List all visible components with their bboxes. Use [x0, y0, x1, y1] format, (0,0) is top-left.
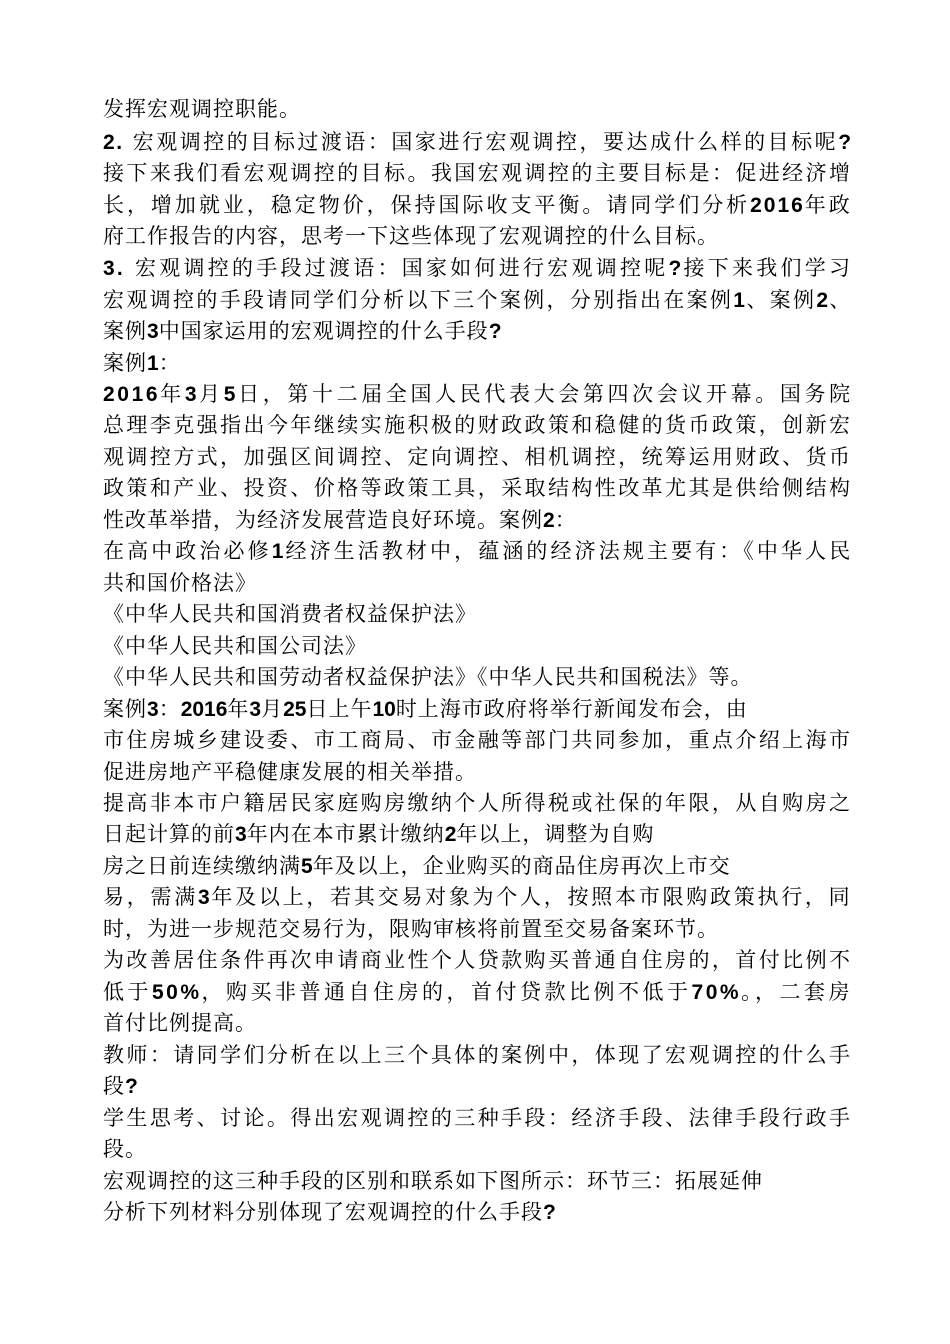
text-line: 易，需满3年及以上，若其交易对象为个人，按照本市限购政策执行，同 [103, 885, 853, 909]
text-line: 分析下列材料分别体现了宏观调控的什么手段? [103, 1200, 556, 1224]
text-line: 《中华人民共和国公司法》 [103, 634, 367, 658]
text-line: 政策和产业、投资、价格等政策工具，采取结构性改革尤其是供给侧结构 [103, 476, 853, 500]
text-line: 长，增加就业，稳定物价，保持国际收支平衡。请同学们分析2016年政 [103, 193, 853, 217]
text-line: 接下来我们看宏观调控的目标。我国宏观调控的主要目标是：促进经济增 [103, 161, 853, 185]
text-line: 案例3中国家运用的宏观调控的什么手段? [103, 319, 502, 343]
text-line: 总理李克强指出今年继续实施积极的财政政策和稳健的货币政策，创新宏 [103, 413, 853, 437]
text-line: 共和国价格法》 [103, 571, 257, 595]
text-line: 提高非本市户籍居民家庭购房缴纳个人所得税或社保的年限，从自购房之 [103, 791, 853, 815]
text-line: 日起计算的前3年内在本市累计缴纳2年以上，调整为自购 [103, 822, 655, 846]
text-line: 教师：请同学们分析在以上三个具体的案例中，体现了宏观调控的什么手 [103, 1043, 853, 1067]
text-line: 性改革举措，为经济发展营造良好环境。案例2： [103, 508, 577, 532]
text-line: 《中华人民共和国劳动者权益保护法》《中华人民共和国税法》等。 [103, 665, 753, 689]
text-line: 房之日前连续缴纳满5年及以上，企业购买的商品住房再次上市交 [103, 854, 731, 878]
text-line: 为改善居住条件再次申请商业性个人贷款购买普通自住房的，首付比例不 [103, 948, 853, 972]
text-line: 2016年3月5日，第十二届全国人民代表大会第四次会议开幕。国务院 [103, 382, 854, 406]
text-line: 观调控方式，加强区间调控、定向调控、相机调控，统筹运用财政、货币 [103, 445, 853, 469]
text-line: 府工作报告的内容，思考一下这些体现了宏观调控的什么目标。 [103, 224, 719, 248]
text-line: 段? [103, 1074, 138, 1098]
text-line: 宏观调控的手段请同学们分析以下三个案例，分别指出在案例1、案例2、 [103, 288, 853, 312]
text-line: 时，为进一步规范交易行为，限购审核将前置至交易备案环节。 [103, 917, 719, 941]
text-line: 低于50%，购买非普通自住房的，首付贷款比例不低于70%。，二套房 [103, 980, 854, 1004]
text-line: 首付比例提高。 [103, 1011, 257, 1035]
text-line: 学生思考、讨论。得出宏观调控的三种手段：经济手段、法律手段行政手 [103, 1106, 853, 1130]
text-line: 案例3：2016年3月25日上午10时上海市政府将举行新闻发布会，由 [103, 697, 748, 721]
text-line: 2. 宏观调控的目标过渡语：国家进行宏观调控，要达成什么样的目标呢? [103, 130, 853, 154]
text-line: 发挥宏观调控职能。 [103, 97, 301, 121]
text-line: 市住房城乡建设委、市工商局、市金融等部门共同参加，重点介绍上海市 [103, 728, 853, 752]
text-line: 案例1： [103, 351, 181, 375]
text-line: 《中华人民共和国消费者权益保护法》 [103, 602, 477, 626]
text-line: 促进房地产平稳健康发展的相关举措。 [103, 760, 477, 784]
text-line: 在高中政治必修1经济生活教材中，蕴涵的经济法规主要有：《中华人民 [103, 539, 854, 563]
text-line: 宏观调控的这三种手段的区别和联系如下图所示：环节三：拓展延伸 [103, 1169, 763, 1193]
text-line: 3. 宏观调控的手段过渡语：国家如何进行宏观调控呢?接下来我们学习 [103, 256, 854, 280]
text-line: 段。 [103, 1137, 147, 1161]
